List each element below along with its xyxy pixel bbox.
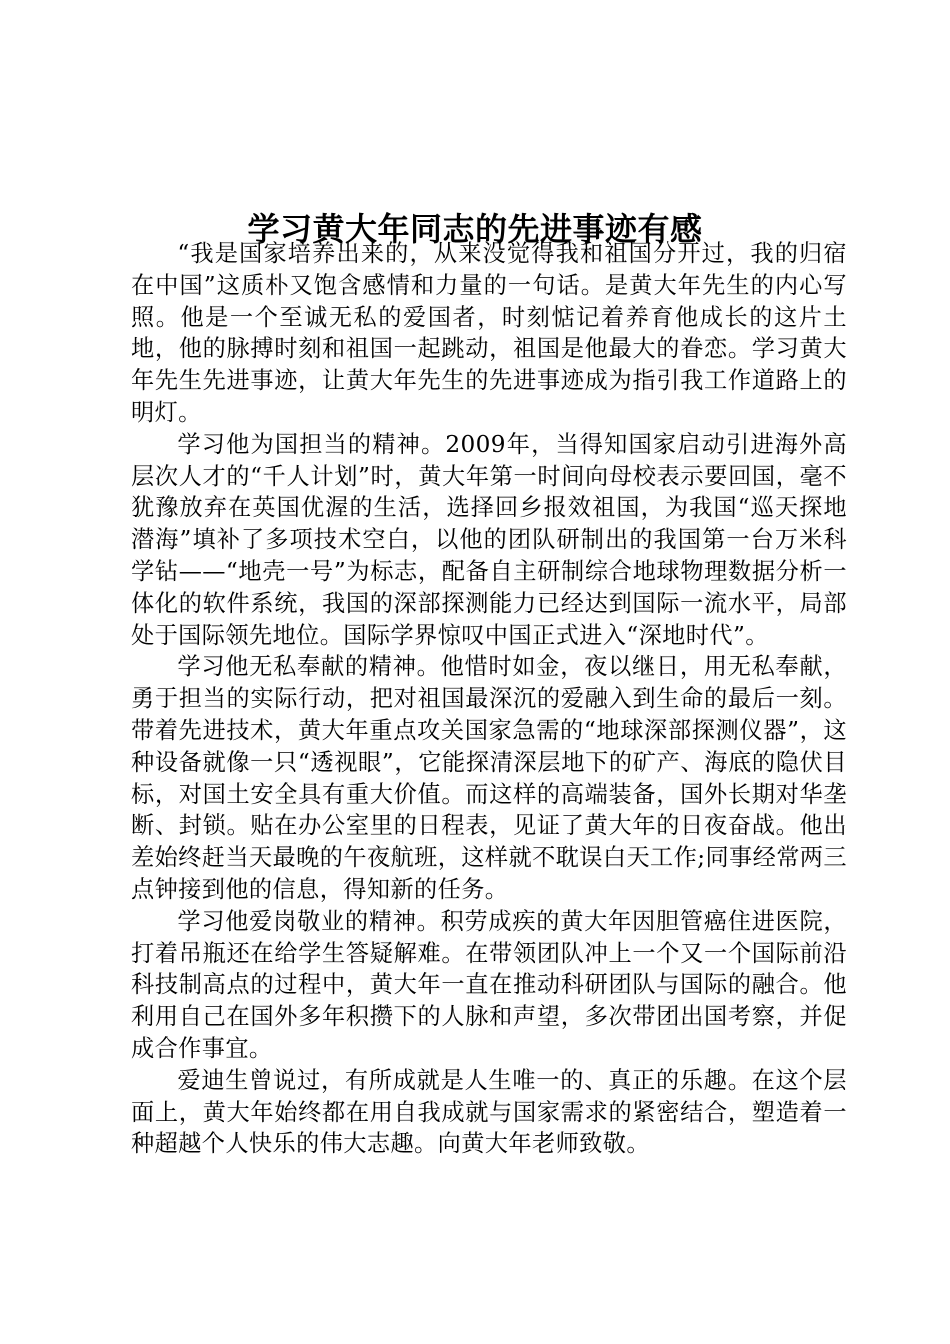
paragraph-dedication: 学习他无私奉献的精神。他惜时如金，夜以继日，用无私奉献，勇于担当的实际行动，把对祖国最深沉的爱融入到生命的最后一刻。带着先进技术，黄大年重点攻关国家急需的“地球深部探测仪器”，这种设备就像一只“透视眼”，它能探清深层地下的矿产、海底的隐伏目标，对国土安全具有重大价值。而这样的高端装备，国外长期对华垄断、封锁。贴在办公室里的日程表，见证了黄大年的日夜奋战。他出差始终赶当天最晚的午夜航班，这样就不耽误白天工作;同事经常两三点钟接到他的信息，得知新的任务。 — [131, 653, 847, 903]
paragraph-responsibility: 学习他为国担当的精神。2009年，当得知国家启动引进海外高层次人才的“千人计划”时，黄大年第一时间向母校表示要回国，毫不犹豫放弃在英国优渥的生活，选择回乡报效祖国，为我国“巡天探地潜海”填补了多项技术空白，以他的团队研制出的我国第一台万米科学钻——“地壳一号”为标志，配备自主研制综合地球物理数据分析一体化的软件系统，我国的深部探测能力已经达到国际一流水平，局部处于国际领先地位。国际学界惊叹中国正式进入“深地时代”。 — [131, 430, 847, 649]
document-title: 学习黄大年同志的先进事迹有感 — [247, 210, 703, 249]
paragraph-conclusion: 爱迪生曾说过，有所成就是人生唯一的、真正的乐趣。在这个层面上，黄大年始终都在用自我成就与国家需求的紧密结合，塑造着一种超越个人快乐的伟大志趣。向黄大年老师致敬。 — [131, 1066, 847, 1158]
paragraph-intro: “我是国家培养出来的，从来没觉得我和祖国分开过，我的归宿在中国”这质朴又饱含感情和力量的一句话。是黄大年先生的内心写照。他是一个至诚无私的爱国者，时刻惦记着养育他成长的这片土地，他的脉搏时刻和祖国一起跳动，祖国是他最大的眷恋。学习黄大年先生先进事迹，让黄大年先生的先进事迹成为指引我工作道路上的明灯。 — [131, 240, 847, 426]
document-body — [131, 238, 847, 1160]
paragraph-professionalism: 学习他爱岗敬业的精神。积劳成疾的黄大年因胆管癌住进医院，打着吊瓶还在给学生答疑解难。在带领团队冲上一个又一个国际前沿科技制高点的过程中，黄大年一直在推动科研团队与国际的融合。他利用自己在国外多年积攒下的人脉和声望，多次带团出国考察，并促成合作事宜。 — [131, 907, 847, 1062]
